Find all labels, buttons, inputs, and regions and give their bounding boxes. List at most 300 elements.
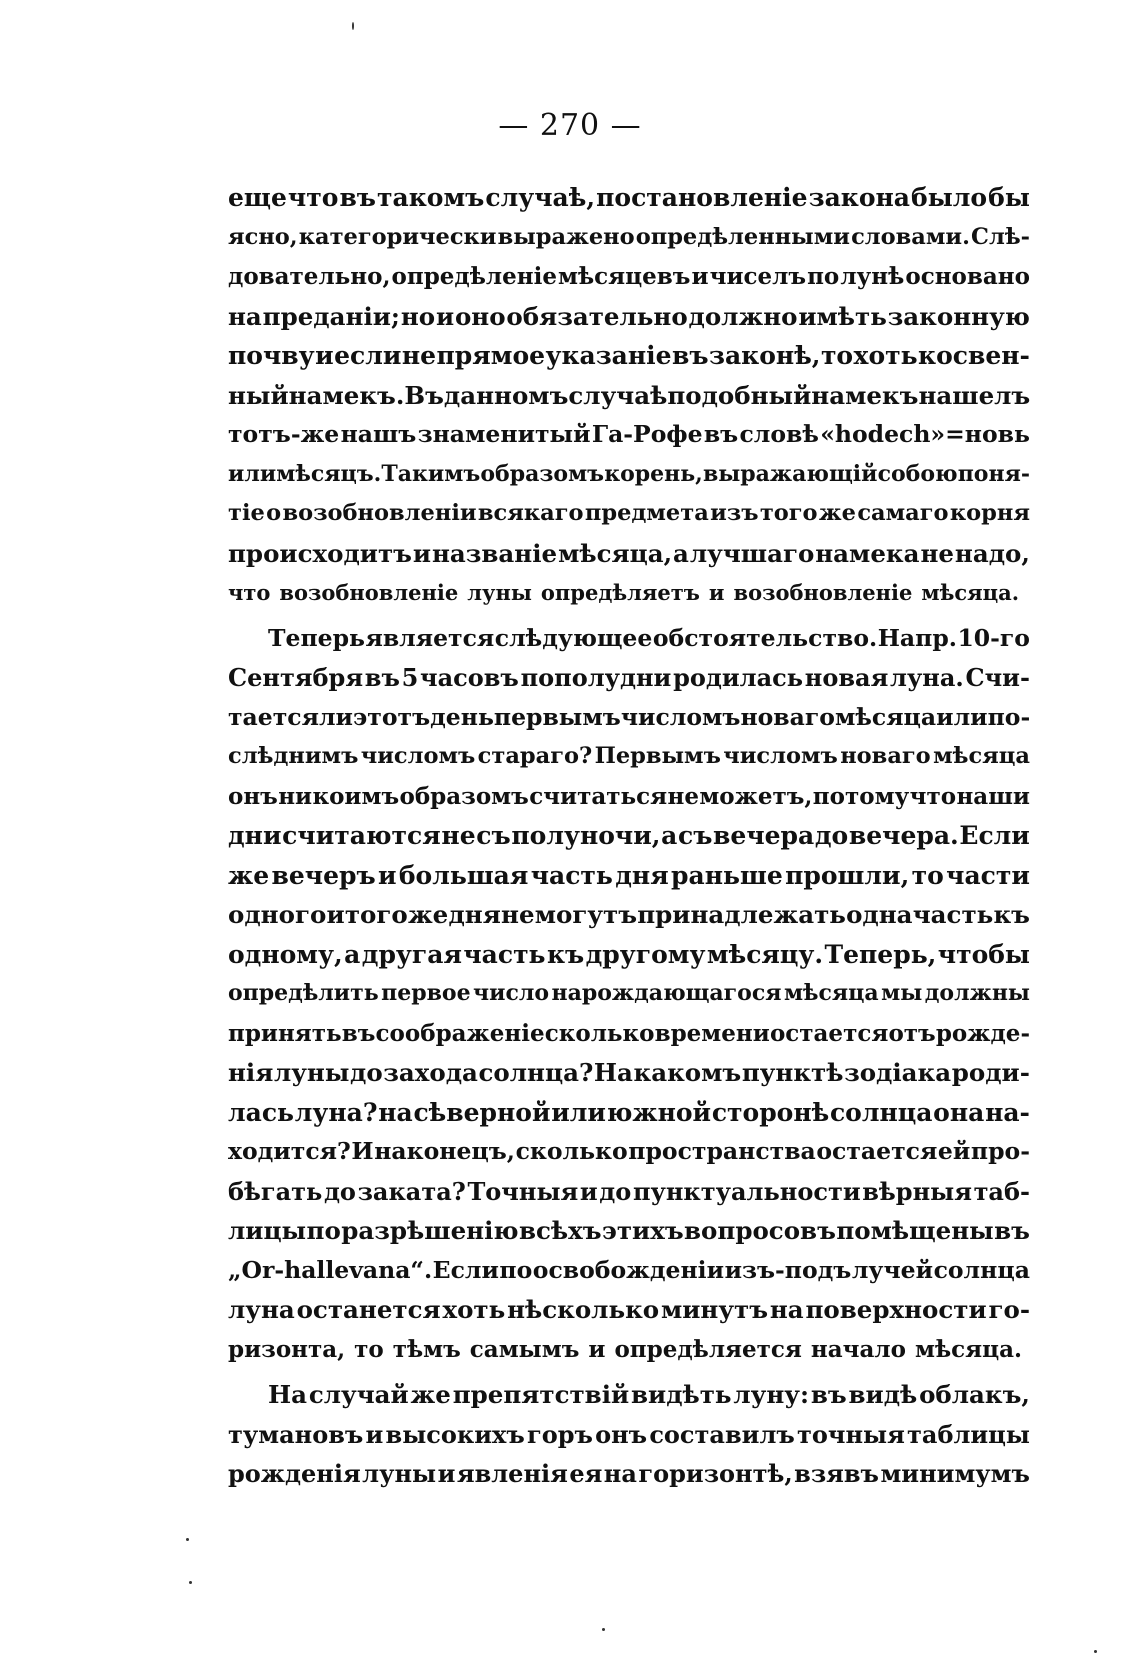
word: вопросовъ bbox=[684, 1216, 836, 1245]
word: изъ bbox=[710, 500, 759, 526]
word: полуночи, bbox=[511, 821, 661, 850]
word: Слѣ- bbox=[971, 223, 1030, 250]
word: и bbox=[437, 1459, 456, 1488]
word: до bbox=[323, 1176, 356, 1206]
word: видѣ bbox=[848, 1380, 918, 1409]
word: корень, bbox=[604, 460, 703, 487]
word: и bbox=[326, 900, 345, 929]
word: освобожденіи bbox=[532, 1255, 725, 1284]
word: ея bbox=[569, 1459, 603, 1488]
word: луна? bbox=[294, 1097, 378, 1127]
text-line bbox=[228, 1251, 1030, 1291]
word: не bbox=[401, 341, 437, 370]
word: горизонтѣ, bbox=[638, 1459, 793, 1488]
word: времени bbox=[654, 1019, 770, 1047]
word: И bbox=[351, 1137, 374, 1165]
word: почву bbox=[228, 341, 315, 370]
word: же bbox=[818, 500, 856, 526]
word: основано bbox=[905, 263, 1030, 290]
word: Сентября bbox=[228, 663, 364, 692]
print-speck bbox=[352, 22, 354, 30]
word: ей bbox=[937, 1137, 971, 1165]
word: опредѣленными bbox=[635, 223, 850, 250]
word: Первымъ bbox=[594, 743, 721, 769]
word: ли bbox=[318, 702, 353, 731]
word: нарождающагося bbox=[551, 980, 782, 1006]
word: въ bbox=[672, 341, 709, 370]
word: случай bbox=[308, 1380, 409, 1409]
word: лась bbox=[228, 1097, 295, 1127]
word: минимумъ bbox=[880, 1459, 1030, 1488]
word: считаться bbox=[529, 782, 668, 810]
word: луны bbox=[467, 580, 532, 605]
word: по bbox=[499, 1255, 533, 1284]
word: зодіака bbox=[844, 1058, 952, 1087]
word: собою bbox=[877, 460, 958, 487]
word: мѣсяцу. bbox=[706, 939, 824, 969]
word: случаѣ, bbox=[485, 183, 596, 212]
word: или bbox=[228, 460, 277, 487]
word: же bbox=[407, 900, 449, 929]
word: въ bbox=[810, 1380, 847, 1409]
word: преданіи; bbox=[262, 301, 400, 331]
word: часовъ bbox=[420, 663, 519, 692]
word: на- bbox=[985, 1097, 1030, 1127]
word: онъ bbox=[595, 1419, 648, 1449]
word: раньше bbox=[671, 860, 783, 890]
word: мѣсяцъ. bbox=[276, 460, 382, 487]
word: Если bbox=[959, 821, 1030, 850]
word: про- bbox=[970, 1137, 1030, 1165]
word: и bbox=[377, 860, 397, 890]
word: солнца bbox=[829, 1097, 933, 1127]
word: Въ bbox=[404, 380, 444, 410]
text-line bbox=[228, 935, 1030, 975]
word: Точныя bbox=[467, 1176, 579, 1206]
word: корня bbox=[949, 500, 1030, 526]
word: Теперь bbox=[268, 623, 365, 652]
print-speck bbox=[186, 1538, 189, 1541]
word: мѣсяца. bbox=[921, 580, 1020, 605]
word: вѣрныя bbox=[862, 1176, 972, 1206]
word: высокихъ bbox=[385, 1419, 525, 1449]
text-line bbox=[228, 1014, 1030, 1054]
word: въ bbox=[341, 1019, 376, 1047]
word: ный bbox=[228, 380, 289, 410]
word: всякаго bbox=[477, 500, 584, 526]
word: названіе bbox=[431, 538, 558, 568]
word: этотъ bbox=[352, 702, 431, 731]
word: Если bbox=[432, 1255, 499, 1284]
word: нѣсколько bbox=[507, 1295, 660, 1324]
word: мѣсяцевъ bbox=[558, 263, 691, 290]
word: число bbox=[473, 980, 550, 1006]
word: нашъ bbox=[340, 420, 417, 448]
word: до bbox=[599, 1176, 632, 1206]
word: или bbox=[551, 1097, 606, 1127]
text-line bbox=[228, 1375, 1030, 1415]
word: что bbox=[228, 580, 271, 605]
word: таблицы bbox=[907, 1419, 1030, 1449]
word: опредѣляется bbox=[614, 1335, 802, 1363]
word: того bbox=[344, 900, 408, 929]
word: должны bbox=[924, 980, 1030, 1006]
word: числомъ bbox=[723, 743, 838, 769]
word: числомъ bbox=[620, 702, 741, 731]
word: самаго bbox=[857, 500, 949, 526]
print-speck bbox=[602, 1628, 605, 1631]
word: подобный bbox=[667, 380, 812, 410]
word: въ bbox=[994, 1216, 1030, 1245]
word: бѣгать bbox=[228, 1176, 323, 1206]
word: словами. bbox=[851, 223, 970, 250]
word: же bbox=[410, 1380, 451, 1409]
word: опредѣляетъ bbox=[540, 580, 700, 605]
word: Га-Рофе bbox=[591, 420, 703, 448]
word: нія bbox=[228, 1058, 274, 1087]
word: пунктуальности bbox=[632, 1176, 861, 1206]
word: 10-го bbox=[957, 623, 1030, 652]
word: мѣсяца bbox=[933, 743, 1030, 769]
word: лучей bbox=[851, 1255, 934, 1284]
word: на bbox=[228, 301, 262, 331]
word: начало bbox=[810, 1335, 906, 1363]
word: числомъ bbox=[360, 743, 476, 769]
text-line bbox=[228, 1415, 1030, 1455]
word: имѣть bbox=[798, 301, 887, 331]
text-line bbox=[228, 1053, 1030, 1093]
word: останется bbox=[296, 1295, 441, 1324]
word: съ bbox=[476, 821, 511, 850]
word: принять bbox=[228, 1019, 342, 1047]
word: въ bbox=[364, 663, 400, 692]
word: къ bbox=[993, 900, 1030, 929]
word: не bbox=[920, 538, 954, 568]
word: части bbox=[946, 860, 1030, 890]
word: что bbox=[909, 782, 957, 810]
text-line bbox=[228, 1330, 1030, 1370]
word: случаѣ bbox=[568, 380, 668, 410]
word: луна bbox=[228, 1295, 295, 1324]
word: луны bbox=[362, 1459, 437, 1488]
word: солнца? bbox=[478, 1058, 594, 1087]
word: ризонта, bbox=[228, 1335, 346, 1363]
word: одного bbox=[228, 900, 327, 929]
word: оно bbox=[454, 301, 506, 331]
word: въ bbox=[339, 183, 376, 212]
word: день bbox=[430, 702, 494, 731]
word: составилъ bbox=[649, 1419, 795, 1449]
word: пунктѣ bbox=[741, 1058, 844, 1087]
word: указаніе bbox=[545, 341, 672, 370]
word: предмета bbox=[584, 500, 709, 526]
word: выражено bbox=[497, 223, 635, 250]
word: хоть bbox=[853, 341, 918, 370]
word: вечера bbox=[713, 821, 815, 850]
word: косвен- bbox=[918, 341, 1030, 370]
word: лицы bbox=[228, 1216, 307, 1245]
text-line bbox=[228, 1211, 1030, 1251]
word: намекъ bbox=[811, 380, 919, 410]
word: не bbox=[441, 821, 476, 850]
text-line bbox=[228, 494, 1030, 534]
body-text bbox=[228, 178, 1030, 1494]
word: мѣсяца bbox=[783, 980, 879, 1006]
word: а bbox=[661, 821, 678, 850]
word: самымъ bbox=[469, 1335, 580, 1363]
word: и bbox=[315, 341, 334, 370]
word: сѣверной bbox=[413, 1097, 551, 1127]
word: минутъ bbox=[660, 1295, 768, 1324]
word: на bbox=[603, 1459, 637, 1488]
word: сторонѣ bbox=[711, 1097, 830, 1127]
word: потому bbox=[812, 782, 910, 810]
print-speck bbox=[1094, 1650, 1097, 1653]
word: но bbox=[400, 301, 436, 331]
word: въ bbox=[703, 420, 739, 448]
word: и bbox=[412, 538, 432, 568]
word: тумановъ bbox=[228, 1419, 364, 1449]
word: тѣмъ bbox=[392, 1335, 461, 1363]
word: луна. bbox=[890, 663, 964, 692]
word: изъ-подъ bbox=[724, 1255, 852, 1284]
text-line bbox=[228, 658, 1030, 698]
word: одному, bbox=[228, 939, 343, 969]
word: возобновленіе bbox=[279, 580, 459, 605]
word: поня- bbox=[957, 460, 1030, 487]
word: луну: bbox=[733, 1380, 810, 1409]
word: видѣть bbox=[631, 1380, 732, 1409]
word: пространства bbox=[628, 1137, 816, 1165]
word: разрѣшенію bbox=[341, 1216, 519, 1245]
text-line bbox=[228, 698, 1030, 738]
word: то bbox=[911, 860, 944, 890]
word: ходится? bbox=[228, 1137, 351, 1165]
word: прошли, bbox=[785, 860, 910, 890]
word: новаго bbox=[740, 702, 835, 731]
word: принадлежать bbox=[637, 900, 846, 929]
word: дни bbox=[228, 821, 282, 850]
word: всѣхъ bbox=[518, 1216, 602, 1245]
word: обстоятельство. bbox=[652, 623, 878, 652]
word: лунѣ bbox=[840, 263, 905, 290]
word: можетъ, bbox=[699, 782, 813, 810]
word: прямое bbox=[436, 341, 546, 370]
text-line bbox=[228, 257, 1030, 297]
word: чтобы bbox=[937, 939, 1030, 969]
word: и bbox=[579, 1176, 598, 1206]
word: родилась bbox=[673, 663, 804, 692]
word: пополудни bbox=[520, 663, 672, 692]
word: до bbox=[814, 821, 849, 850]
word: и bbox=[435, 301, 455, 331]
word: считаются bbox=[282, 821, 441, 850]
word: 5 bbox=[401, 663, 419, 692]
word: „Or-hallevana“. bbox=[228, 1255, 433, 1284]
word: лучшаго bbox=[689, 538, 815, 568]
word: тіе bbox=[228, 500, 265, 526]
word: еще bbox=[228, 183, 287, 212]
word: на bbox=[378, 1097, 413, 1127]
word: рожденія bbox=[228, 1459, 361, 1488]
word: новая bbox=[804, 663, 889, 692]
word: соображеніе bbox=[375, 1019, 545, 1047]
text-line bbox=[228, 218, 1030, 258]
text-line bbox=[228, 376, 1030, 416]
word: слѣднимъ bbox=[228, 743, 359, 769]
word: и bbox=[588, 1335, 606, 1363]
word: было bbox=[911, 183, 988, 212]
word: къ bbox=[546, 939, 585, 969]
word: первымъ bbox=[493, 702, 621, 731]
word: слѣдующее bbox=[494, 623, 653, 652]
word: помѣщены bbox=[836, 1216, 994, 1245]
text-line bbox=[228, 856, 1030, 896]
word: данномъ bbox=[443, 380, 569, 410]
text-line bbox=[228, 1093, 1030, 1133]
word: этихъ bbox=[601, 1216, 684, 1245]
word: происходитъ bbox=[228, 538, 412, 568]
word: другому bbox=[585, 939, 706, 969]
word: она bbox=[933, 1097, 985, 1127]
text-line bbox=[228, 816, 1030, 856]
word: вечера. bbox=[848, 821, 959, 850]
word: съ bbox=[677, 821, 713, 850]
word: роди- bbox=[951, 1058, 1030, 1087]
word: не bbox=[667, 782, 699, 810]
word: мы bbox=[881, 980, 923, 1006]
word: первое bbox=[381, 980, 471, 1006]
word: чиселъ bbox=[709, 263, 807, 290]
word: стараго? bbox=[477, 743, 593, 769]
word: Такимъ bbox=[381, 460, 481, 487]
word: то bbox=[820, 341, 854, 370]
word: категорически bbox=[298, 223, 497, 250]
word: закона bbox=[808, 183, 910, 212]
word: часть bbox=[463, 939, 546, 969]
word: наши bbox=[956, 782, 1030, 810]
word: Теперь, bbox=[824, 939, 937, 969]
word: дня bbox=[615, 860, 669, 890]
word: остается bbox=[769, 1019, 889, 1047]
word: не bbox=[501, 900, 535, 929]
word: поверхности bbox=[805, 1295, 987, 1324]
word: опредѣленіе bbox=[391, 263, 557, 290]
text-line bbox=[228, 1290, 1030, 1330]
text-line bbox=[228, 777, 1030, 817]
word: то bbox=[354, 1335, 384, 1363]
word: словѣ bbox=[739, 420, 819, 448]
word: довательно, bbox=[228, 263, 391, 290]
text-line bbox=[228, 297, 1030, 337]
word: рожде- bbox=[935, 1019, 1030, 1047]
word: На bbox=[268, 1380, 308, 1409]
print-speck bbox=[189, 1581, 192, 1584]
word: а bbox=[344, 939, 361, 969]
word: «hodech»=новь bbox=[820, 420, 1030, 448]
word: какомъ bbox=[633, 1058, 742, 1087]
word: а bbox=[673, 538, 689, 568]
word: на bbox=[769, 1295, 804, 1324]
word: намека bbox=[815, 538, 920, 568]
word: Счи- bbox=[965, 663, 1030, 692]
word: часть bbox=[912, 900, 994, 929]
word: явленія bbox=[456, 1459, 568, 1488]
word: таб- bbox=[973, 1176, 1030, 1206]
text-line bbox=[228, 619, 1030, 659]
word: образомъ bbox=[480, 460, 605, 487]
word: и bbox=[708, 580, 725, 605]
text-line bbox=[228, 974, 1030, 1014]
word: Напр. bbox=[877, 623, 957, 652]
word: о bbox=[266, 500, 282, 526]
word: часть bbox=[530, 860, 613, 890]
word: возобновленіи bbox=[282, 500, 477, 526]
word: законную bbox=[887, 301, 1030, 331]
word: тотъ-же bbox=[228, 420, 340, 448]
text-line bbox=[228, 1454, 1030, 1494]
word: новаго bbox=[840, 743, 931, 769]
word: надо, bbox=[954, 538, 1030, 568]
word: облакъ, bbox=[919, 1380, 1030, 1409]
word: и bbox=[365, 1419, 384, 1449]
word: является bbox=[365, 623, 495, 652]
text-line bbox=[228, 573, 1030, 613]
word: сколько bbox=[544, 1019, 655, 1047]
word: вечеръ bbox=[271, 860, 376, 890]
word: одна bbox=[846, 900, 913, 929]
word: нашелъ bbox=[918, 380, 1030, 410]
word: дня bbox=[448, 900, 501, 929]
word: остается bbox=[816, 1137, 938, 1165]
word: взявъ bbox=[794, 1459, 879, 1488]
word: бы bbox=[988, 183, 1030, 212]
text-line bbox=[228, 737, 1030, 777]
text-line bbox=[228, 1132, 1030, 1172]
word: законѣ, bbox=[709, 341, 821, 370]
word: опредѣлить bbox=[228, 980, 379, 1006]
word: препятствій bbox=[452, 1380, 630, 1409]
word: знаменитый bbox=[417, 420, 591, 448]
word: должно bbox=[688, 301, 798, 331]
word: того bbox=[759, 500, 818, 526]
word: заката? bbox=[357, 1176, 466, 1206]
word: или bbox=[936, 702, 988, 731]
word: сколько bbox=[515, 1137, 628, 1165]
word: горъ bbox=[526, 1419, 593, 1449]
word: образомъ bbox=[399, 782, 529, 810]
word: южной bbox=[606, 1097, 712, 1127]
word: захода bbox=[383, 1058, 478, 1087]
word: выражающій bbox=[702, 460, 878, 487]
word: же bbox=[228, 860, 270, 890]
word: го- bbox=[988, 1295, 1030, 1324]
word: наконецъ, bbox=[374, 1137, 515, 1165]
word: солнца bbox=[933, 1255, 1030, 1284]
text-line bbox=[228, 1172, 1030, 1212]
word: что bbox=[287, 183, 339, 212]
word: постановленіе bbox=[596, 183, 808, 212]
text-line bbox=[228, 455, 1030, 495]
text-line bbox=[228, 336, 1030, 376]
word: ни bbox=[278, 782, 313, 810]
word: возобновленіе bbox=[733, 580, 913, 605]
text-line bbox=[228, 178, 1030, 218]
word: и bbox=[691, 263, 709, 290]
word: другая bbox=[361, 939, 462, 969]
word: такомъ bbox=[377, 183, 485, 212]
word: намекъ. bbox=[288, 380, 405, 410]
